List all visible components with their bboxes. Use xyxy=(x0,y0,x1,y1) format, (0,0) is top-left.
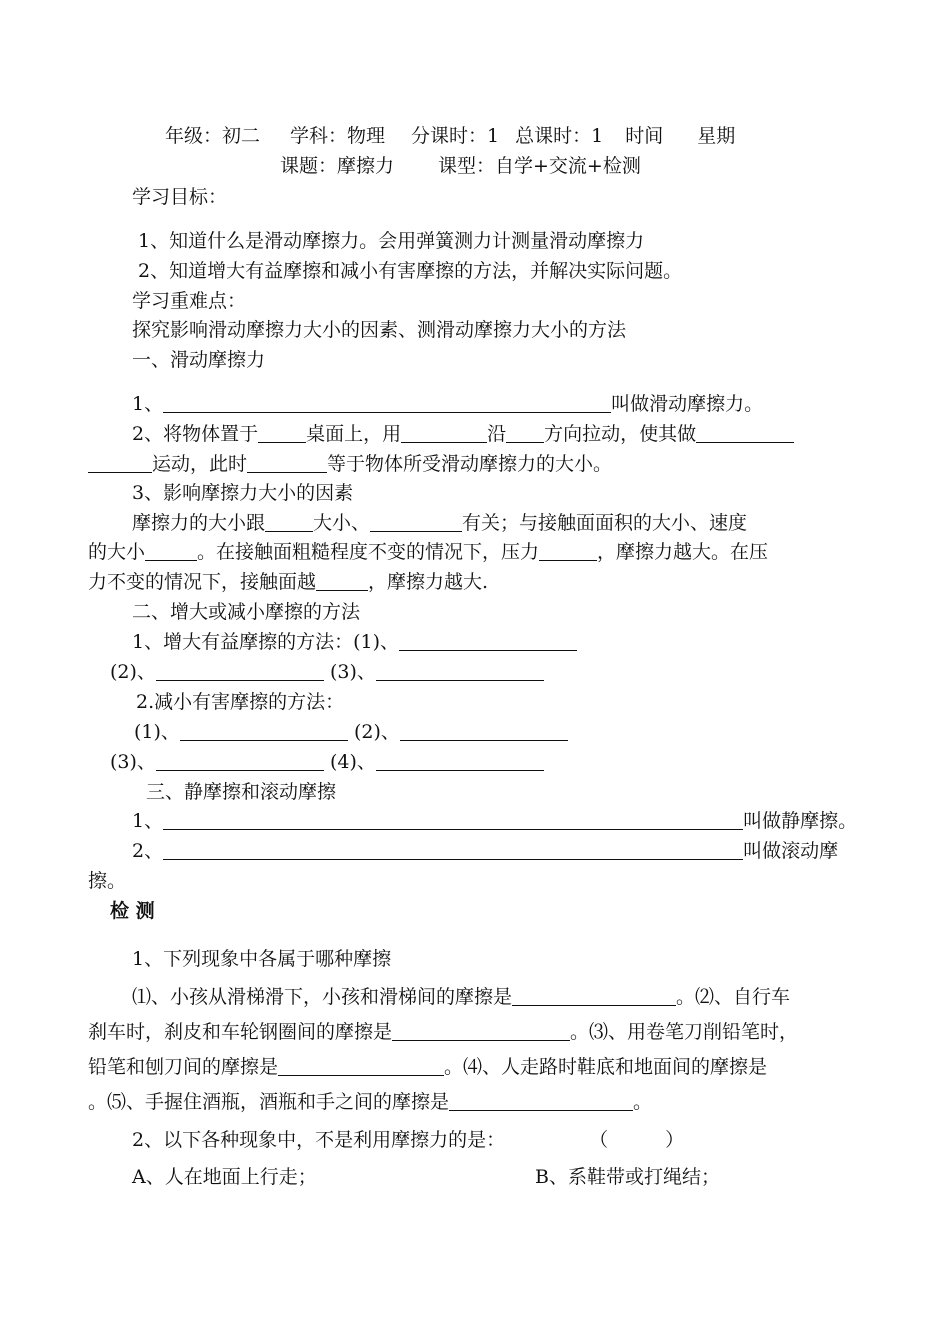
blank[interactable] xyxy=(696,422,794,443)
blank[interactable] xyxy=(278,1055,444,1076)
answer-paren[interactable]: （ ） xyxy=(589,1129,685,1151)
section2-decrease-line1: (1)、 (2)、 xyxy=(134,719,568,745)
blank[interactable] xyxy=(156,660,324,681)
keypoints-text: 探究影响滑动摩擦力大小的因素、测滑动摩擦力大小的方法 xyxy=(132,319,627,341)
objectives-title: 学习目标： xyxy=(132,186,228,208)
section3-q2-cont: 擦。 xyxy=(88,870,127,892)
test-q1-line2: 刹车时，刹皮和车轮钢圈间的摩擦是 。⑶、用卷笔刀削铅笔时， xyxy=(88,1021,799,1043)
blank[interactable] xyxy=(163,839,743,860)
section2-title: 二、增大或减小摩擦的方法 xyxy=(132,601,361,623)
grade-label: 年级：初二 xyxy=(165,125,261,147)
keypoints-title: 学习重难点： xyxy=(132,290,247,312)
section1-q3-title: 3、影响摩擦力大小的因素 xyxy=(132,482,354,504)
type-label: 课型：自学+交流+检测 xyxy=(438,155,641,177)
total-label: 总课时：1 xyxy=(515,125,604,147)
test-q2-option-a[interactable]: A、人在地面上行走； xyxy=(132,1166,317,1188)
section1-q3-line1: 摩擦力的大小跟 大小、 有关；与接触面面积的大小、速度 xyxy=(132,512,748,534)
section3-q1: 1、 叫做静摩擦。 xyxy=(132,810,858,832)
section2-decrease-title: 2.减小有害摩擦的方法： xyxy=(136,691,345,713)
blank[interactable] xyxy=(376,750,544,771)
time-label: 时间 xyxy=(625,125,664,147)
blank[interactable] xyxy=(145,540,197,561)
objective-item-2: 2、知道增大有益摩擦和减小有害摩擦的方法，并解决实际问题。 xyxy=(138,260,683,282)
blank[interactable] xyxy=(258,422,306,443)
blank[interactable] xyxy=(506,422,544,443)
section3-title: 三、静摩擦和滚动摩擦 xyxy=(146,781,337,803)
blank[interactable] xyxy=(376,660,544,681)
section1-title: 一、滑动摩擦力 xyxy=(132,349,266,371)
weekday-label: 星期 xyxy=(697,125,736,147)
blank[interactable] xyxy=(370,511,462,532)
blank[interactable] xyxy=(180,720,348,741)
blank[interactable] xyxy=(163,392,611,413)
test-q1-line1: ⑴、小孩从滑梯滑下，小孩和滑梯间的摩擦是 。⑵、自行车 xyxy=(132,986,791,1008)
blank[interactable] xyxy=(401,422,487,443)
blank[interactable] xyxy=(163,809,743,830)
blank[interactable] xyxy=(399,630,577,651)
blank[interactable] xyxy=(512,985,676,1006)
section2-increase-line2: (2)、 (3)、 xyxy=(110,659,544,685)
blank[interactable] xyxy=(316,570,368,591)
section1-q1: 1、 叫做滑动摩擦力。 xyxy=(132,393,764,415)
objective-item-1: 1、知道什么是滑动摩擦力。会用弹簧测力计测量滑动摩擦力 xyxy=(138,230,645,252)
test-q2-option-b[interactable]: B、系鞋带或打绳结； xyxy=(535,1166,720,1188)
topic-label: 课题：摩擦力 xyxy=(280,155,395,177)
test-q1-line3: 铅笔和刨刀间的摩擦是 。⑷、人走路时鞋底和地面间的摩擦是 xyxy=(88,1056,768,1078)
section1-q2-line2: 运动，此时 等于物体所受滑动摩擦力的大小。 xyxy=(88,451,612,477)
section1-q3-line2: 的大小 。在接触面粗糙程度不变的情况下，压力 ，摩擦力越大。在压 xyxy=(88,541,769,563)
blank[interactable] xyxy=(449,1090,633,1111)
blank[interactable] xyxy=(265,511,313,532)
blank[interactable] xyxy=(88,452,152,473)
subject-label: 学科：物理 xyxy=(290,125,386,147)
section2-decrease-line2: (3)、 (4)、 xyxy=(110,749,544,775)
section1-q3-line3: 力不变的情况下，接触面越 ，摩擦力越大. xyxy=(88,571,489,593)
section1-q2-line1: 2、将物体置于 桌面上，用 沿 方向拉动，使其做 xyxy=(132,421,794,447)
blank[interactable] xyxy=(392,1020,570,1041)
section2-increase: 1、增大有益摩擦的方法：(1)、 xyxy=(132,629,577,655)
section3-q2: 2、 叫做滚动摩 xyxy=(132,840,839,862)
test-q1: 1、下列现象中各属于哪种摩擦 xyxy=(132,948,392,970)
header-row-2 xyxy=(280,153,641,179)
blank[interactable] xyxy=(539,540,597,561)
blank[interactable] xyxy=(400,720,568,741)
test-q1-line4: 。⑸、手握住酒瓶，酒瓶和手之间的摩擦是 。 xyxy=(88,1091,653,1113)
period-label: 分课时：1 xyxy=(411,125,500,147)
test-q2: 2、以下各种现象中，不是利用摩擦力的是： （ ） xyxy=(132,1129,685,1151)
header-row-1 xyxy=(165,123,735,149)
test-title: 检 测 xyxy=(110,900,155,922)
blank[interactable] xyxy=(247,452,327,473)
blank[interactable] xyxy=(156,750,324,771)
